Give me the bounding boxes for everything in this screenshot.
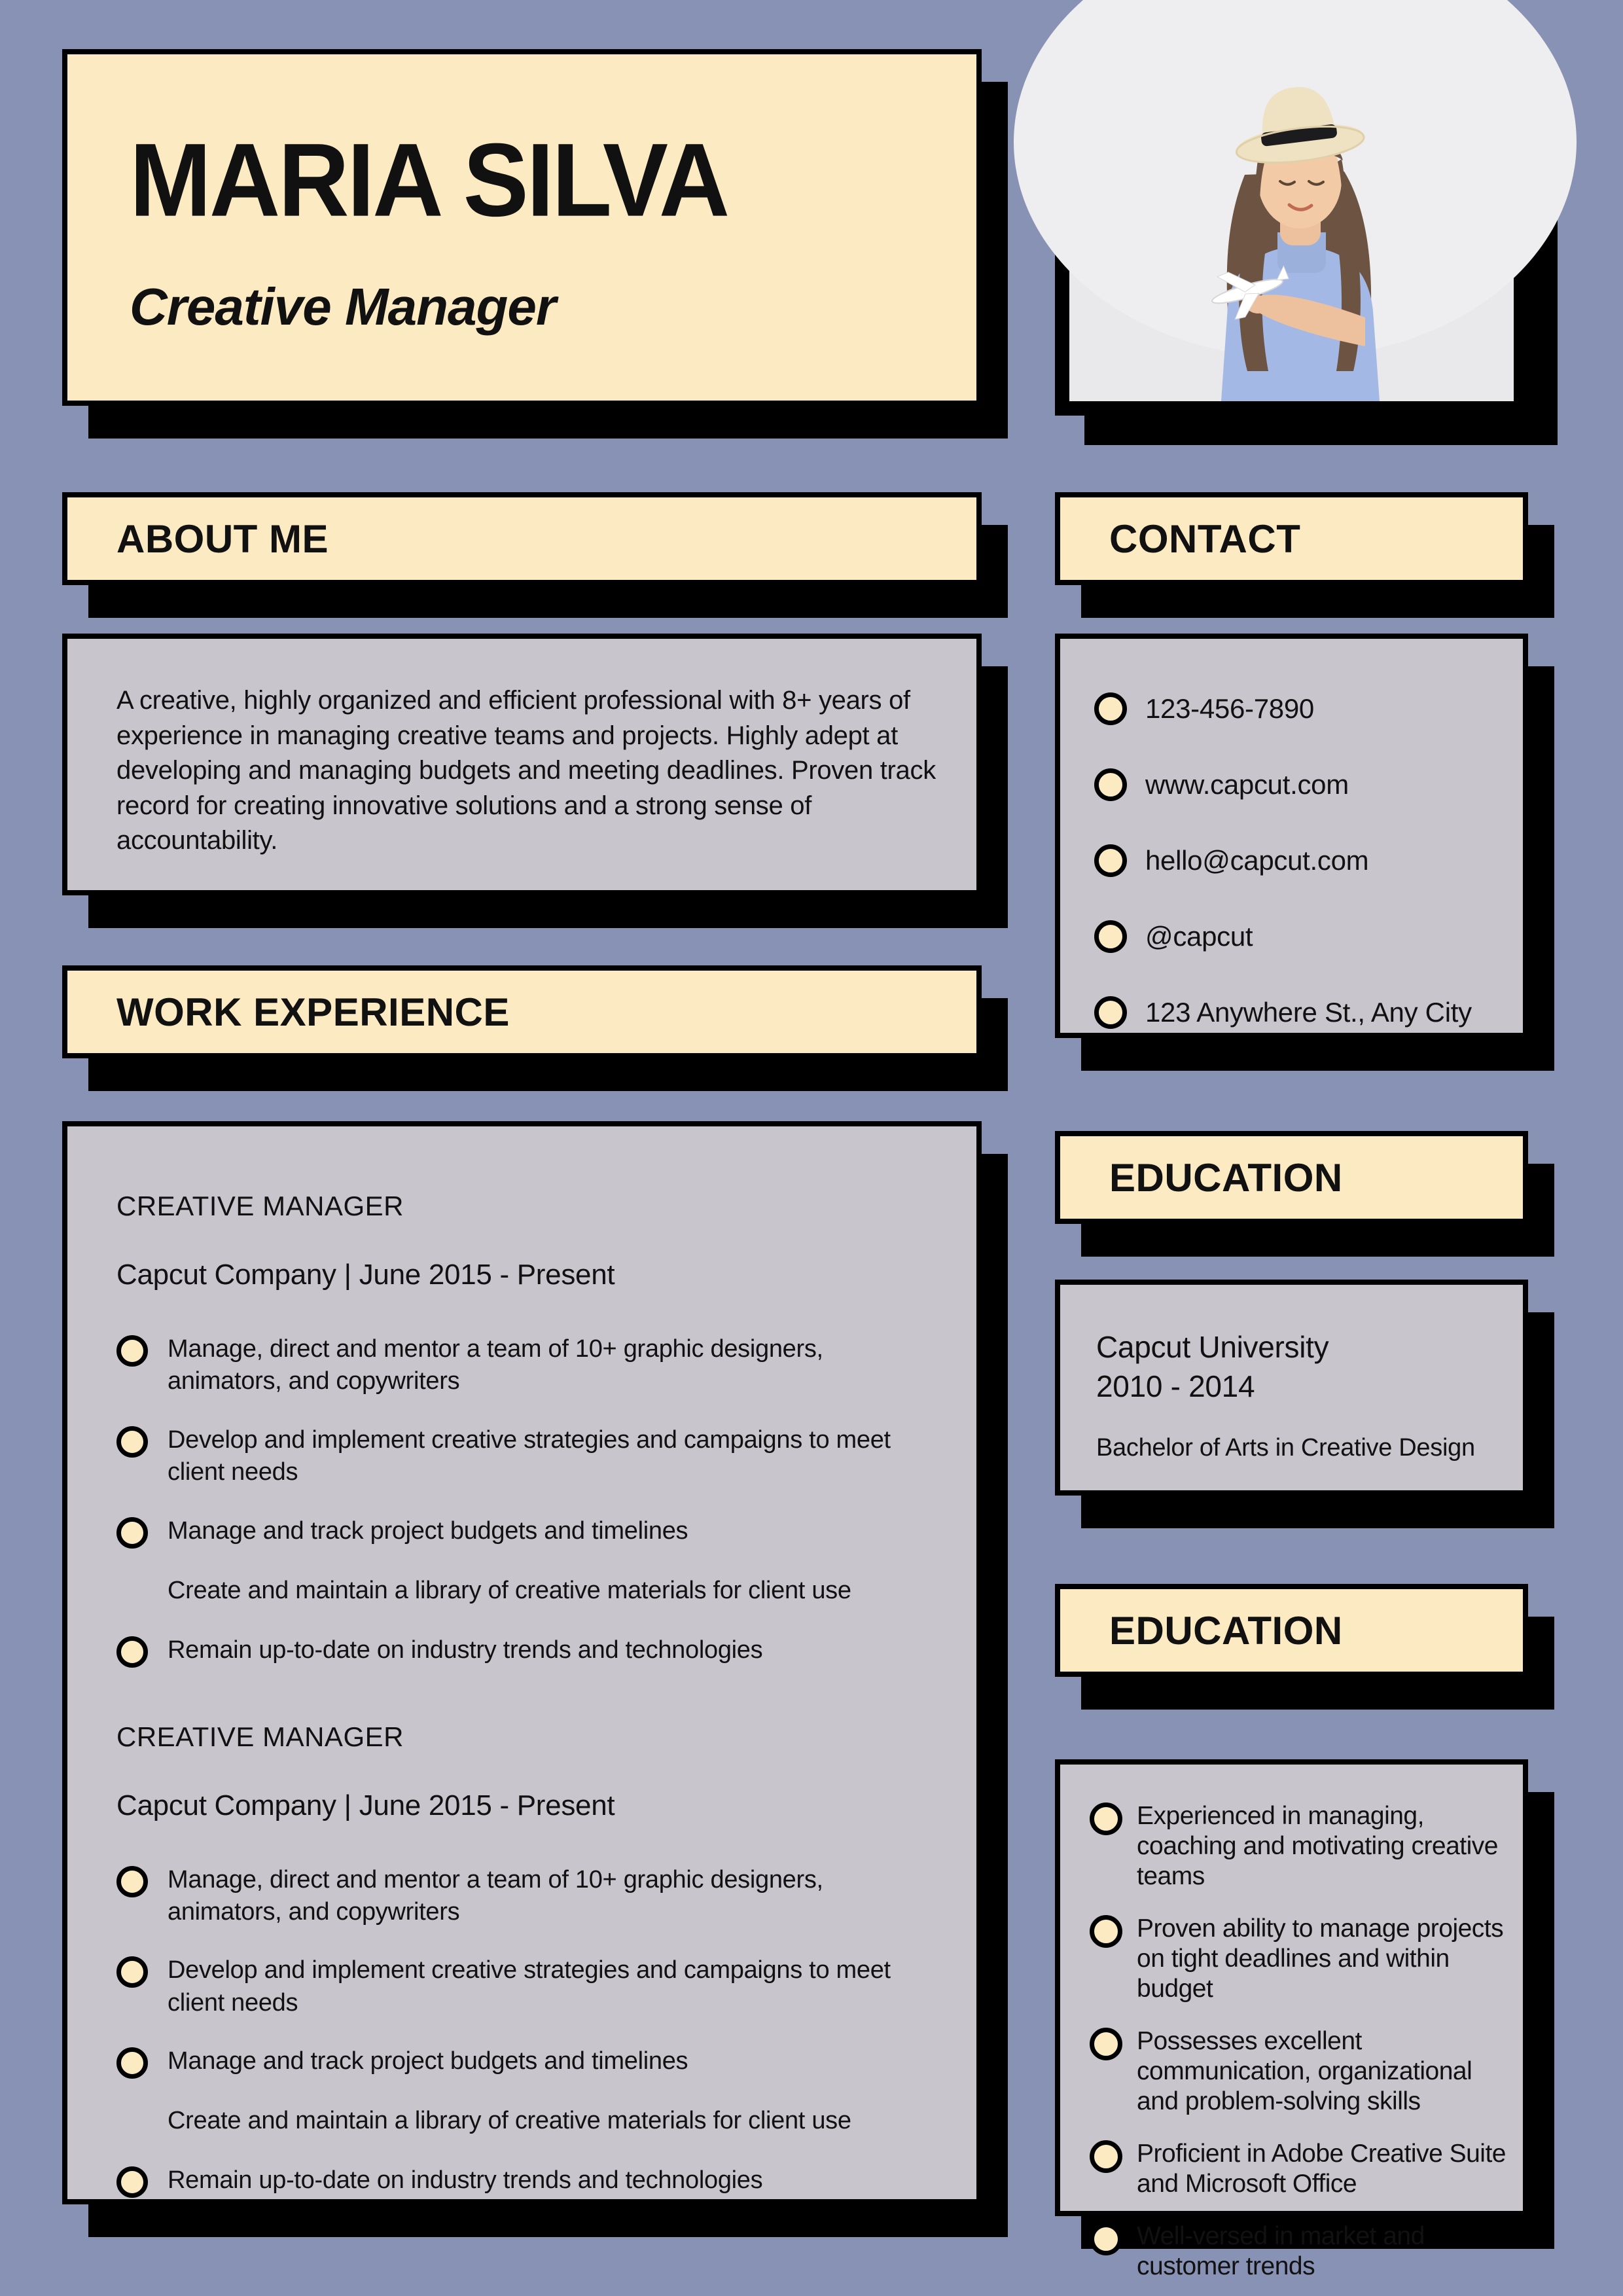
education-degree: Bachelor of Arts in Creative Design [1096,1433,1475,1462]
job-bullet-list [116,1333,940,1668]
skills-panel [1055,1759,1528,2281]
bullet-circle-icon [1094,844,1127,877]
list-item: Remain up-to-date on industry trends and technologies [116,2164,940,2198]
bullet-circle-icon [1090,2223,1122,2255]
portrait-photo [1055,49,1528,416]
bullet-circle-icon [116,2047,148,2079]
bullet-circle-icon [116,1335,148,1367]
bullet-circle-icon [1090,1803,1122,1835]
education-school-years [1096,1328,1503,1407]
job-entry [116,1721,940,2198]
contact-email: hello@capcut.com [1094,844,1503,877]
job-title: CREATIVE MANAGER [116,1191,404,1221]
list-item: Manage, direct and mentor a team of 10+ graphic designers, animators, and copywriters [116,1333,940,1398]
contact-website: www.capcut.com [1094,768,1503,801]
education-school: Capcut University [1096,1330,1329,1364]
job-entry [116,1191,940,1668]
job-bullet-list [116,1864,940,2198]
list-item: Manage and track project budgets and timelines [116,1515,940,1549]
section-header-education [1055,1131,1528,1224]
list-item: Manage, direct and mentor a team of 10+ graphic designers, animators, and copywriters [116,1864,940,1929]
bullet-circle-icon [116,1636,148,1668]
name-header-box [62,49,982,406]
bullet-circle-icon [116,1517,148,1549]
work-experience-panel [62,1121,982,2204]
about-text: A creative, highly organized and efficient professional with 8+ years of experience in managing creative teams and projects. Highly adept at developing and managing budgets and meeting deadlines. Proven track record for creating innovative solutions and a strong sense of accountability. [116,686,936,855]
list-item: Well-versed in market and customer trends [1090,2221,1511,2282]
education-panel [1055,1280,1528,1496]
list-item: Proven ability to manage projects on tight deadlines and within budget [1090,1914,1511,2004]
list-item: Proficient in Adobe Creative Suite and Microsoft Office [1090,2139,1511,2199]
bullet-circle-icon [1094,692,1127,725]
portrait-illustration [1069,63,1514,401]
bullet-circle-icon [1094,920,1127,953]
about-panel [62,634,982,895]
bullet-circle-icon [116,2166,148,2198]
list-item: Create and maintain a library of creative materials for client use [168,2107,851,2135]
job-title: CREATIVE MANAGER [116,1721,404,1752]
section-header-work-experience [62,965,982,1058]
bullet-circle-icon [1094,768,1127,801]
bullet-circle-icon [1090,2140,1122,2173]
list-item: Experienced in managing, coaching and motivating creative teams [1090,1801,1511,1892]
education-years: 2010 - 2014 [1096,1369,1255,1403]
bullet-circle-icon [116,1426,148,1458]
list-item: Develop and implement creative strategies and campaigns to meet client needs [116,1954,940,2019]
section-header-about [62,492,982,585]
bullet-circle-icon [116,1956,148,1988]
contact-social-handle: @capcut [1094,920,1503,953]
bullet-circle-icon [1090,2028,1122,2060]
section-label: ABOUT ME [116,516,329,561]
section-label: EDUCATION [1109,1155,1343,1200]
contact-address: 123 Anywhere St., Any City [1094,996,1503,1029]
job-company-dates: Capcut Company | June 2015 - Present [116,1259,615,1291]
section-header-education-2 [1055,1584,1528,1677]
section-header-contact [1055,492,1528,585]
bullet-circle-icon [1094,996,1127,1029]
section-label: EDUCATION [1109,1608,1343,1653]
contact-panel [1055,634,1528,1038]
job-title-subtitle: Creative Manager [130,278,556,336]
bullet-circle-icon [1090,1915,1122,1948]
section-label: WORK EXPERIENCE [116,990,510,1034]
section-label: CONTACT [1109,516,1301,561]
bullet-circle-icon [116,1866,148,1897]
list-item: Create and maintain a library of creative materials for client use [168,1576,851,1604]
contact-phone: 123-456-7890 [1094,692,1503,725]
list-item: Remain up-to-date on industry trends and technologies [116,1634,940,1668]
list-item: Develop and implement creative strategies and campaigns to meet client needs [116,1424,940,1489]
list-item: Manage and track project budgets and timelines [116,2045,940,2079]
person-name: MARIA SILVA [130,121,728,238]
job-company-dates: Capcut Company | June 2015 - Present [116,1789,615,1821]
list-item: Possesses excellent communication, organizational and problem-solving skills [1090,2026,1511,2117]
